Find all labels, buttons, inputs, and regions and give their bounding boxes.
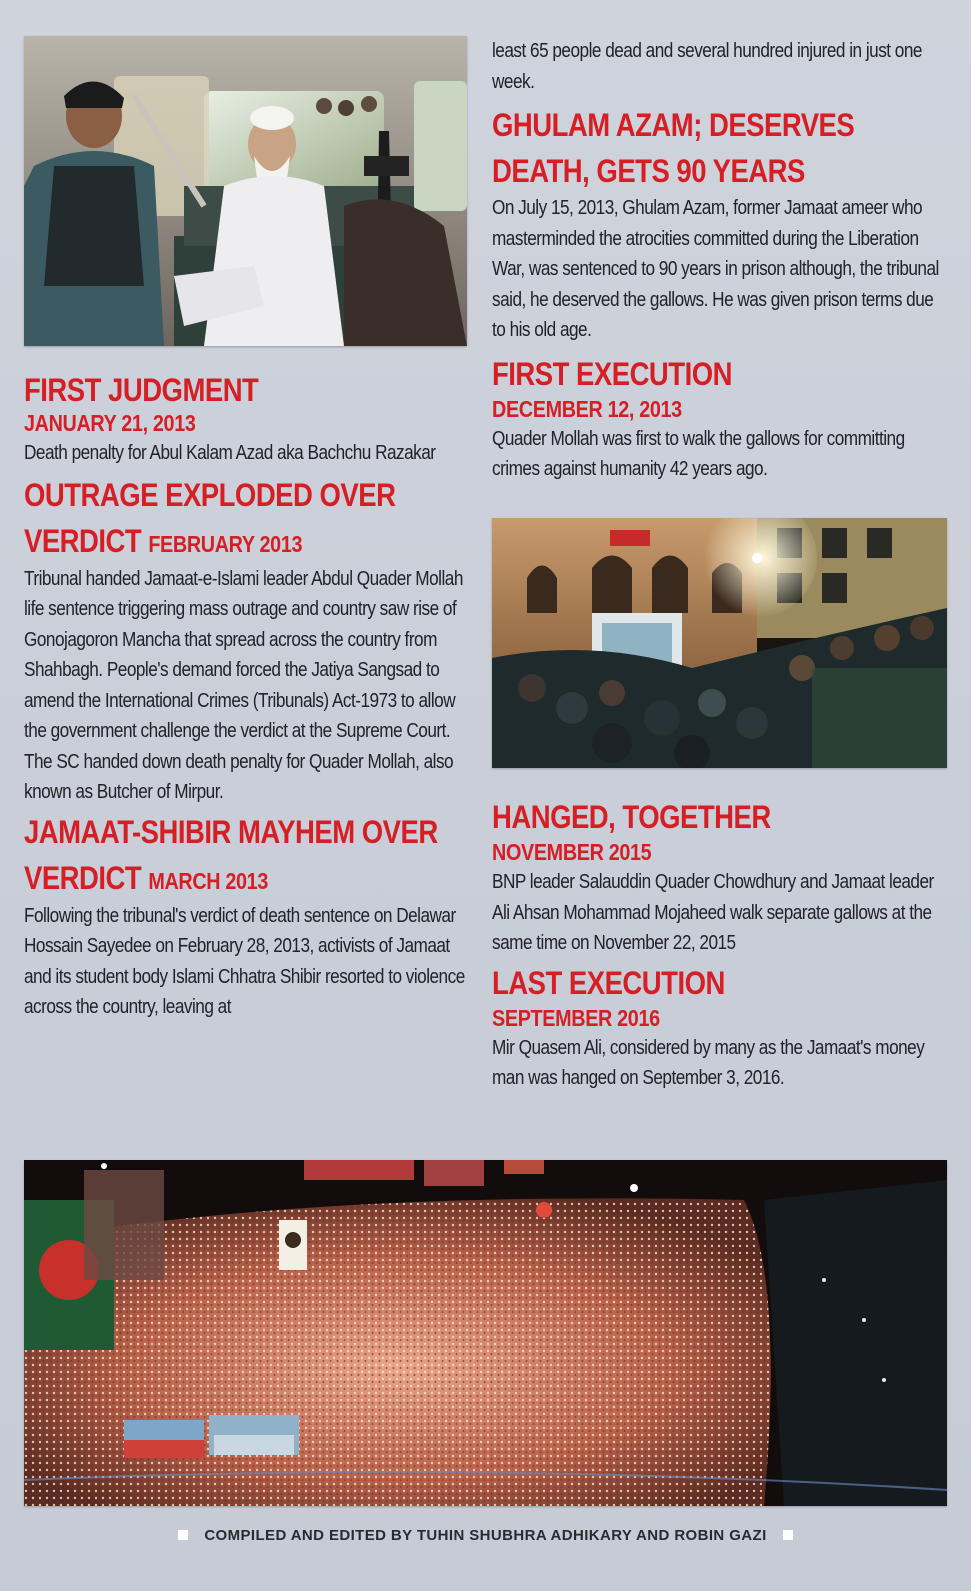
photo-jail-gate-night (492, 518, 947, 768)
ghulam-text: On July 15, 2013, Ghulam Azam, former Jamaat ameer who masterminded the atrocities committed during the Liberation War, was sentenced to 90 years in prison although, the tribunal said, he deserved the gallows. He was given prison terms due to his old age. (492, 197, 939, 341)
first-execution-text: Quader Mollah was first to walk the gallows for committing crimes against humanity 42 years ago. (492, 427, 905, 480)
footer-credit (0, 1527, 971, 1544)
first-judgment-text: Death penalty for Abul Kalam Azad aka Bachchu Razakar (24, 442, 436, 464)
mayhem-title-line1: JAMAAT-SHIBIR MAYHEM OVER (24, 813, 438, 850)
ghulam-title-line2: DEATH, GETS 90 YEARS (492, 153, 805, 189)
hanged-together-section (492, 797, 947, 959)
last-execution-title: LAST EXECUTION (492, 964, 725, 1001)
mayhem-date: MARCH 2013 (148, 867, 268, 894)
left-column (24, 370, 469, 1023)
first-execution-title: FIRST EXECUTION (492, 355, 732, 392)
outrage-title-line1: OUTRAGE EXPLODED OVER (24, 476, 396, 513)
footer-square-right (783, 1530, 793, 1540)
ghulam-title-line1: GHULAM AZAM; DESERVES (492, 107, 855, 143)
hanged-date: NOVEMBER 2015 (492, 839, 652, 865)
mayhem-section (24, 812, 469, 1023)
jail-photo-illustration (492, 518, 947, 768)
first-execution-date: DECEMBER 12, 2013 (492, 395, 682, 422)
mayhem-continued-text: least 65 people dead and several hundred injured in just one week. (492, 40, 922, 93)
crowd-photo-illustration (24, 1160, 947, 1506)
outrage-section (24, 475, 469, 808)
footer-square-left (178, 1530, 188, 1540)
last-execution-date: SEPTEMBER 2016 (492, 1004, 660, 1031)
first-execution-section (492, 354, 947, 485)
mayhem-text: Following the tribunal's verdict of death sentence on Delawar Hossain Sayedee on February 28, 2013, activists of Jamaat and its student body Islami Chhatra Shibir resorted to violence across the country, leaving at (24, 904, 465, 1018)
first-judgment-section (24, 370, 469, 469)
outrage-date: FEBRUARY 2013 (148, 530, 303, 557)
mayhem-title-verdict: VERDICT (24, 859, 142, 896)
footer-credit-text: COMPILED AND EDITED BY TUHIN SHUBHRA ADHIKARY AND ROBIN GAZI (204, 1527, 767, 1544)
hanged-title: HANGED, TOGETHER (492, 799, 771, 835)
ghulam-azam-section (492, 105, 947, 346)
outrage-title-line2 (24, 521, 407, 564)
photo-ghulam-azam-vehicle (24, 36, 467, 346)
outrage-text: Tribunal handed Jamaat-e-Islami leader Abdul Quader Mollah life sentence triggering mass outrage and country saw rise of Gonojagoron Mancha that spread across the country from Shahbagh. People's demand forced the Jatiya Sangsad to amend the International Crimes (Tribunals) Act-1973 to allow the government challenge the verdict at the Supreme Court. The SC handed down death penalty for Quader Mollah, also known as Butcher of Mirpur. (24, 567, 463, 803)
hanged-text: BNP leader Salauddin Quader Chowdhury and Jamaat leader Ali Ahsan Mohammad Mojaheed walk separate gallows at the same time on November 22, 2015 (492, 871, 934, 954)
outrage-title-verdict: VERDICT (24, 522, 142, 559)
last-execution-text: Mir Quasem Ali, considered by many as the Jamaat's money man was hanged on September 3, 2016. (492, 1036, 925, 1089)
first-judgment-date: JANUARY 21, 2013 (24, 410, 196, 436)
vehicle-photo-illustration (24, 36, 467, 346)
photo-shahbagh-crowd (24, 1160, 947, 1506)
right-column-lower (492, 797, 947, 1094)
last-execution-section (492, 963, 947, 1094)
mayhem-title-line2 (24, 858, 407, 901)
right-column (492, 36, 947, 485)
first-judgment-title: FIRST JUDGMENT (24, 372, 259, 408)
